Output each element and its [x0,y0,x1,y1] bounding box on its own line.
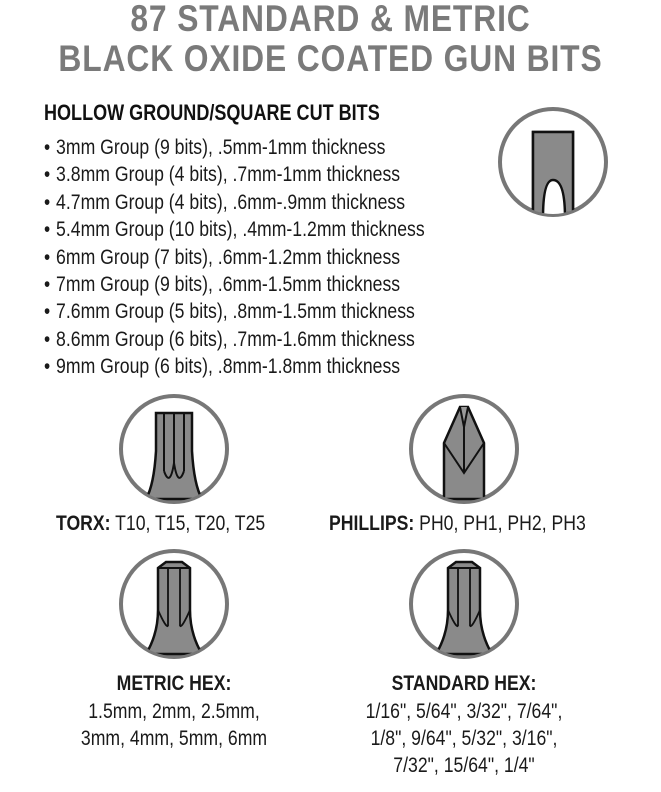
standard-hex-heading: STANDARD HEX: [391,672,537,695]
list-item: • 6mm Group (7 bits), .6mm-1.2mm thickness [44,244,425,271]
hollow-ground-heading: HOLLOW GROUND/SQUARE CUT BITS [44,100,380,125]
page-title-line-1: 87 STANDARD & METRIC [130,0,531,39]
list-item: • 5.4mm Group (10 bits), .4mm-1.2mm thickness [44,216,425,243]
standard-hex-block [338,670,590,779]
torx-bit-icon [118,393,230,505]
list-item: • 7.6mm Group (5 bits), .8mm-1.5mm thickness [44,298,425,325]
metric-hex-bit-icon [118,548,230,660]
standard-hex-line: 7/32", 15/64", 1/4" [393,754,535,777]
torx-heading: TORX: [56,512,111,535]
phillips-heading: PHILLIPS: [329,512,415,535]
flat-bit-icon [497,106,609,218]
phillips-bit-icon [408,393,520,505]
page-title-line-2: BLACK OXIDE COATED GUN BITS [58,38,603,79]
standard-hex-bit-icon [408,548,520,660]
list-item: • 9mm Group (6 bits), .8mm-1.8mm thickness [44,353,425,380]
list-item: • 8.6mm Group (6 bits), .7mm-1.6mm thickness [44,326,425,353]
list-item: • 3mm Group (9 bits), .5mm-1mm thickness [44,134,425,161]
torx-sizes: T10, T15, T20, T25 [115,512,266,535]
metric-hex-line: 1.5mm, 2mm, 2.5mm, [88,700,260,723]
phillips-label [329,512,586,536]
torx-label [56,512,265,536]
list-item: • 7mm Group (9 bits), .6mm-1.5mm thickness [44,271,425,298]
list-item: • 3.8mm Group (4 bits), .7mm-1mm thickness [44,161,425,188]
metric-hex-heading: METRIC HEX: [116,672,232,695]
list-item: • 4.7mm Group (4 bits), .6mm-.9mm thickness [44,189,425,216]
standard-hex-line: 1/8", 9/64", 5/32", 3/16", [370,727,558,750]
metric-hex-line: 3mm, 4mm, 5mm, 6mm [80,727,268,750]
hollow-ground-list [44,134,497,381]
metric-hex-block [48,670,300,752]
phillips-sizes: PH0, PH1, PH2, PH3 [419,512,586,535]
standard-hex-line: 1/16", 5/64", 3/32", 7/64", [365,700,563,723]
